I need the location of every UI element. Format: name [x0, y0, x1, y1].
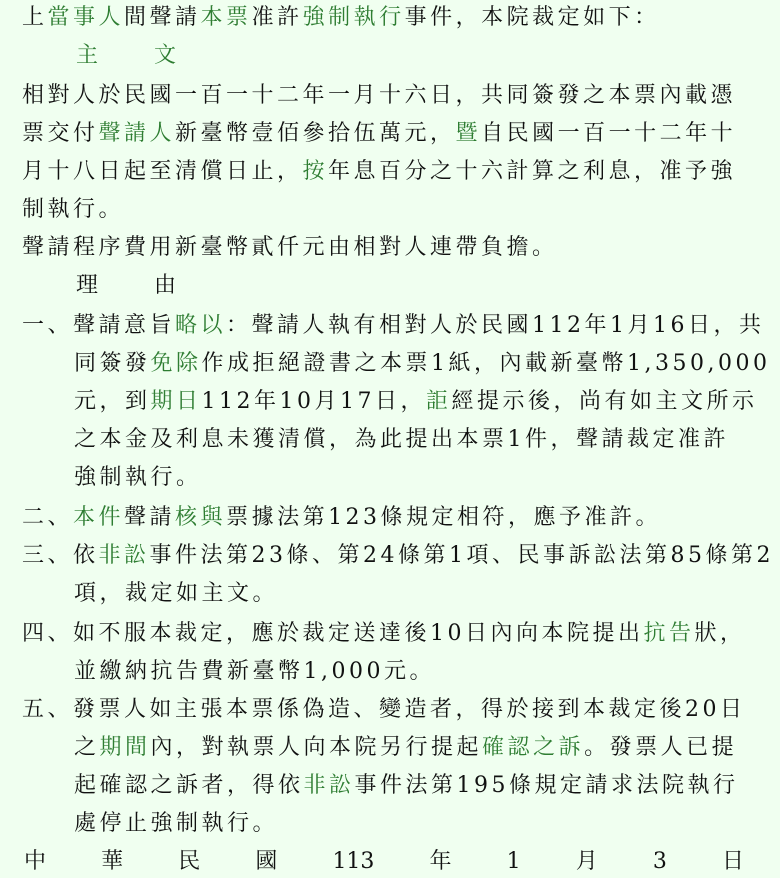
- highlighted-term: 聲請人: [98, 121, 176, 146]
- section-heading-char: 文: [154, 43, 177, 68]
- text-line: [22, 118, 736, 150]
- text-segment: 處停止強制執行。: [74, 811, 279, 836]
- text-segment: 一、聲請意旨: [22, 313, 176, 338]
- date-part: 1: [506, 849, 521, 874]
- text-line: [22, 310, 765, 342]
- date-part: 國: [255, 849, 278, 874]
- text-segment: 年息百分之十六計算之利息，准予強: [328, 159, 737, 184]
- text-line: [22, 194, 124, 226]
- highlighted-term: 按: [302, 159, 329, 184]
- highlighted-term: 期間: [99, 735, 151, 760]
- text-line: [74, 424, 729, 456]
- highlighted-term: 非訟: [303, 773, 355, 798]
- text-segment: ：聲請人執有相對人於民國112年1月16日，共: [226, 313, 765, 338]
- text-segment: 並繳納抗告費新臺幣1,000元。: [74, 659, 435, 684]
- highlighted-term: 期日: [150, 389, 202, 414]
- highlighted-term: 詎: [426, 389, 452, 414]
- date-part: 日: [721, 849, 744, 874]
- highlighted-term: 抗告: [643, 621, 695, 646]
- text-segment: 經提示後，尚有如主文所示: [451, 389, 758, 414]
- text-line: [22, 502, 661, 534]
- text-line: [74, 578, 278, 610]
- text-segment: 項，裁定如主文。: [74, 581, 279, 606]
- text-segment: 制執行。: [22, 197, 125, 222]
- date-part: 華: [101, 849, 124, 874]
- highlighted-term: 確認之訴: [482, 735, 585, 760]
- highlighted-term: 略以: [175, 313, 227, 338]
- text-segment: 強制執行。: [74, 465, 202, 490]
- text-segment: 上: [22, 5, 48, 30]
- date-part: 中: [24, 849, 47, 874]
- text-segment: 內，對執票人向本院另行提起: [150, 735, 483, 760]
- text-line: [74, 656, 435, 688]
- date-part: 月: [575, 849, 598, 874]
- text-segment: 事件，本院裁定如下：: [404, 5, 660, 30]
- text-segment: 112年10月17日，: [201, 389, 427, 414]
- text-segment: 狀，: [694, 621, 746, 646]
- text-segment: 聲請: [124, 505, 176, 530]
- text-segment: 相對人於民國一百一十二年一月十六日，共同簽發之本票內載憑: [22, 83, 737, 108]
- text-segment: 三、依: [22, 543, 99, 568]
- text-line: [74, 770, 739, 802]
- text-line: [22, 2, 660, 34]
- text-segment: 。發票人已提: [584, 735, 738, 760]
- date-part: 3: [652, 849, 667, 874]
- text-segment: 間聲請: [124, 5, 201, 30]
- highlighted-term: 免除: [150, 351, 202, 376]
- ruling-date: [24, 846, 744, 878]
- highlighted-term: 本票: [200, 5, 252, 30]
- highlighted-term: 本件: [73, 505, 125, 530]
- text-segment: 之: [74, 735, 100, 760]
- text-segment: 之本金及利息未獲清償，為此提出本票1件，聲請裁定准許: [74, 427, 729, 452]
- text-segment: 同簽發: [74, 351, 151, 376]
- date-part: 113: [332, 849, 375, 874]
- highlighted-term: 核與: [175, 505, 227, 530]
- text-line: [74, 348, 771, 380]
- highlighted-term: 暨: [455, 121, 482, 146]
- text-segment: 四、如不服本裁定，應於裁定送達後10日內向本院提出: [22, 621, 644, 646]
- text-segment: 事件法第195條規定請求法院執行: [354, 773, 739, 798]
- text-segment: 五、發票人如主張本票係偽造、變造者，得於接到本裁定後20日: [22, 697, 746, 722]
- text-segment: 聲請程序費用新臺幣貳仟元由相對人連帶負擔。: [22, 235, 558, 260]
- text-segment: 二、: [22, 505, 74, 530]
- text-line: [22, 156, 736, 188]
- text-line: [74, 462, 202, 494]
- text-line: [74, 732, 737, 764]
- text-segment: 准許: [251, 5, 303, 30]
- text-segment: 新臺幣壹佰參拾伍萬元，: [175, 121, 456, 146]
- text-segment: 票據法第123條規定相符，應予准許。: [226, 505, 662, 530]
- text-line: [22, 80, 736, 112]
- text-line: [22, 618, 746, 650]
- text-line: [22, 232, 558, 264]
- highlighted-term: 當事人: [47, 5, 125, 30]
- text-line: [22, 694, 746, 726]
- text-line: [22, 540, 774, 572]
- text-segment: 起確認之訴者，得依: [74, 773, 304, 798]
- text-segment: 元，到: [74, 389, 151, 414]
- section-heading-char: 理: [76, 273, 99, 298]
- date-part: 年: [429, 849, 452, 874]
- section-heading-char: 主: [76, 43, 99, 68]
- highlighted-term: 強制執行: [302, 5, 405, 30]
- text-segment: 自民國一百一十二年十: [481, 121, 737, 146]
- date-part: 民: [178, 849, 201, 874]
- text-segment: 月十八日起至清償日止，: [22, 159, 303, 184]
- highlighted-term: 非訟: [98, 543, 150, 568]
- text-line: [74, 808, 278, 840]
- text-segment: 票交付: [22, 121, 99, 146]
- text-line: [74, 386, 758, 418]
- text-segment: 事件法第23條、第24條第1項、民事訴訟法第85條第2: [149, 543, 775, 568]
- text-segment: 作成拒絕證書之本票1紙，內載新臺幣1,350,000: [201, 351, 771, 376]
- section-heading-char: 由: [154, 273, 177, 298]
